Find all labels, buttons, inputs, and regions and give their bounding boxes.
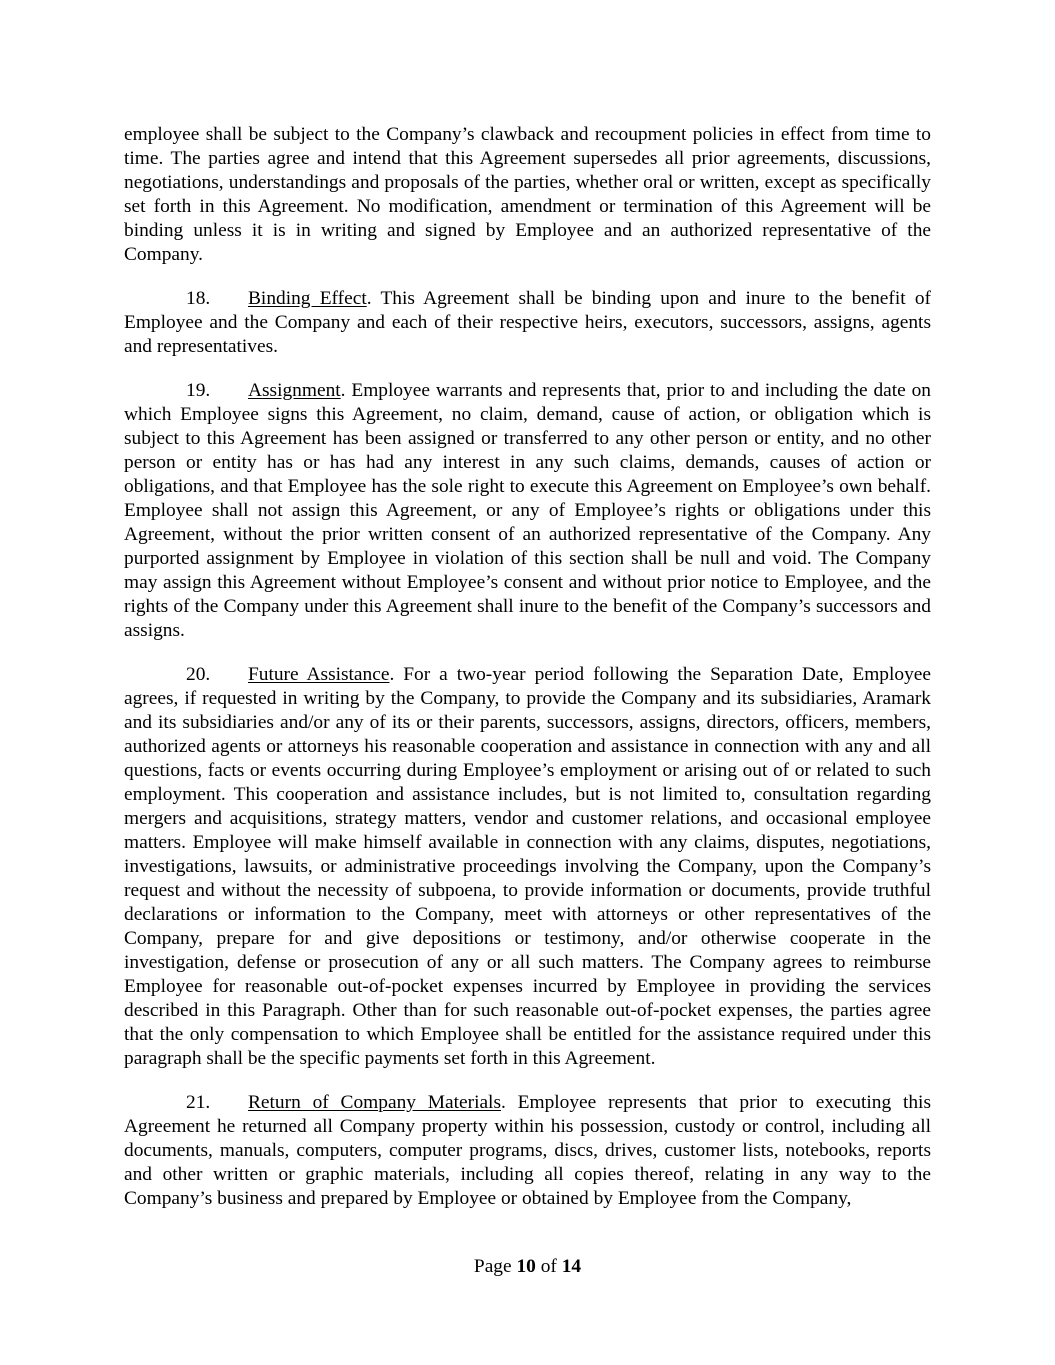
page-label: Page xyxy=(473,1256,517,1277)
section-number: 21. xyxy=(186,1092,211,1113)
continuation-paragraph: employee shall be subject to the Company’s clawback and recoupment policies in effect from time to time. The parties agree and intend that this Agreement supersedes all prior agreements, discussions, negotiations, understandings and proposals of the parties, whether oral or written, except as specifically set forth in this Agreement. No modification, amendment or termination of this Agreement will be binding unless it is in writing and signed by Employee and an authorized representative of the Company. xyxy=(124,124,931,265)
section-heading: Return of Company Materials xyxy=(248,1092,501,1113)
section-heading: Binding Effect xyxy=(248,288,367,309)
page-footer xyxy=(0,1255,1055,1279)
section-number: 20. xyxy=(186,664,211,685)
page-separator: of xyxy=(535,1256,562,1277)
section-text: . For a two-year period following the Separation Date, Employee agrees, if requested in writing by the Company, to provide the Company and its subsidiaries, Aramark and its subsidiaries and/or any of its or their parents, successors, assigns, directors, officers, members, authorized agents or attorneys his reasonable cooperation and assistance in connection with any and all questions, facts or events occurring during Employee’s employment or arising out of or related to such employment. This cooperation and assistance includes, but is not limited to, consultation regarding mergers and acquisitions, strategy matters, vendor and customer relations, and occasional employee matters. Employee will make himself available in connection with any claims, disputes, negotiations, investigations, lawsuits, or administrative proceedings involving the Company, upon the Company’s request and without the necessity of subpoena, to provide information or documents, provide truthful declarations or information to the Company, meet with attorneys or other representatives of the Company, prepare for and give depositions or testimony, and/or otherwise cooperate in the investigation, defense or prosecution of any or all such matters. The Company agrees to reimburse Employee for reasonable out-of-pocket expenses incurred by Employee in providing the services described in this Paragraph. Other than for such reasonable out-of-pocket expenses, the parties agree that the only compensation to which Employee shall be entitled for the assistance required under this paragraph shall be the specific payments set forth in this Agreement. xyxy=(124,664,931,1069)
section-number: 19. xyxy=(186,380,211,401)
section-21-return-of-company-materials xyxy=(124,1091,931,1211)
section-heading: Future Assistance xyxy=(248,664,390,685)
section-heading: Assignment xyxy=(248,380,341,401)
section-text: . Employee represents that prior to executing this Agreement he returned all Company property within his possession, custody or control, including all documents, manuals, computers, computer programs, discs, drives, customer lists, notebooks, reports and other written or graphic materials, including all copies thereof, relating in any way to the Company’s business and prepared by Employee or obtained by Employee from the Company, xyxy=(124,1092,931,1209)
section-text: . This Agreement shall be binding upon and inure to the benefit of Employee and the Company and each of their respective heirs, executors, successors, assigns, agents and representatives. xyxy=(124,288,931,357)
section-20-future-assistance xyxy=(124,663,931,1071)
current-page-number: 10 xyxy=(516,1256,536,1277)
section-18-binding-effect xyxy=(124,287,931,359)
section-19-assignment xyxy=(124,379,931,643)
total-page-count: 14 xyxy=(561,1256,582,1277)
document-body xyxy=(124,123,931,1231)
section-text: . Employee warrants and represents that, prior to and including the date on which Employee signs this Agreement, no claim, demand, cause of action, or obligation which is subject to this Agreement has been assigned or transferred to any other person or entity, and no other person or entity has or has had any interest in any such claims, demands, causes of action or obligations, and that Employee has the sole right to execute this Agreement on Employee’s own behalf. Employee shall not assign this Agreement, or any of Employee’s rights or obligations under this Agreement, without the prior written consent of an authorized representative of the Company. Any purported assignment by Employee in violation of this section shall be null and void. The Company may assign this Agreement without Employee’s consent and without prior notice to Employee, and the rights of the Company under this Agreement shall inure to the benefit of the Company’s successors and assigns. xyxy=(124,380,931,641)
section-number: 18. xyxy=(186,288,211,309)
